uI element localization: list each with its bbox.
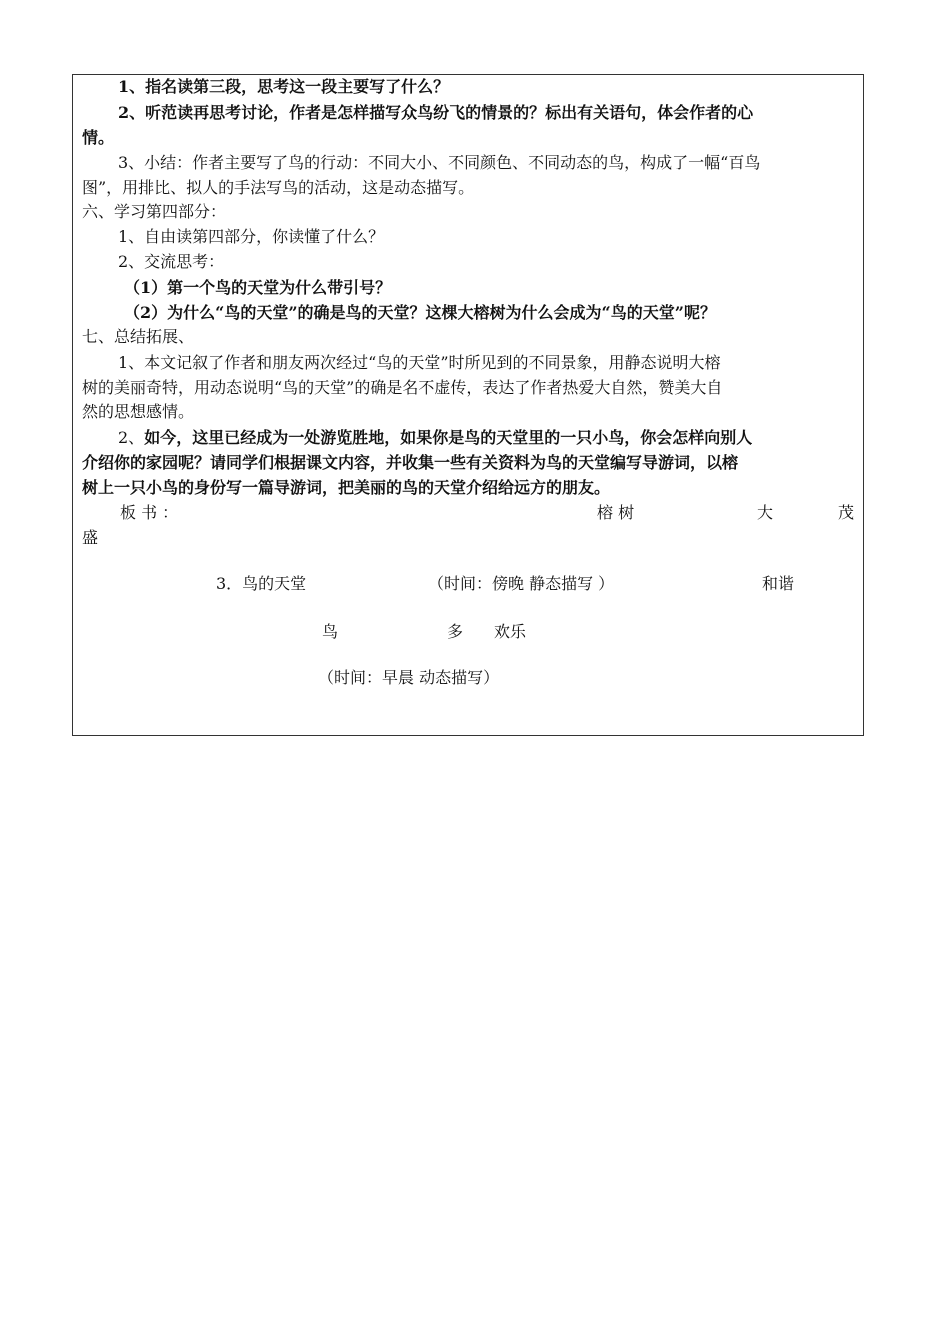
section-6-item-1: 1、自由读第四部分，你读懂了什么？ xyxy=(118,227,385,246)
board-mao: 茂 xyxy=(838,503,855,522)
step-1: 1、指名读第三段，思考这一段主要写了什么？ xyxy=(118,77,450,96)
section-7-heading: 七、总结拓展、 xyxy=(82,327,195,346)
board-hexie: 和谐 xyxy=(762,574,795,593)
board-label: 板 书 ： xyxy=(120,503,179,522)
board-niao: 鸟 xyxy=(322,622,339,641)
question-2: （2）为什么“鸟的天堂”的确是鸟的天堂？这棵大榕树为什么会成为“鸟的天堂”呢？ xyxy=(124,303,716,322)
conclusion-line-2: 树的美丽奇特，用动态说明“鸟的天堂”的确是名不虚传，表达了作者热爱大自然，赞美大自 xyxy=(82,378,723,397)
step-2-line-1: 2、听范读再思考讨论，作者是怎样描写众鸟纷飞的情景的？标出有关语句，体会作者的心 xyxy=(118,103,754,122)
conclusion-line-1: 1、本文记叙了作者和朋友两次经过“鸟的天堂”时所见到的不同景象，用静态说明大榕 xyxy=(118,353,721,372)
question-1: （1）第一个鸟的天堂为什么带引号？ xyxy=(124,278,392,297)
board-sheng: 盛 xyxy=(82,528,99,547)
board-huanle: 欢乐 xyxy=(494,622,527,641)
summary-line-1: 3、小结：作者主要写了鸟的行动：不同大小、不同颜色、不同动态的鸟，构成了一幅“百鸟 xyxy=(118,153,761,172)
step-2-line-2: 情。 xyxy=(82,128,115,147)
extension-prefix: 2、 xyxy=(118,428,145,447)
board-duo: 多 xyxy=(447,622,464,641)
board-morning: （时间：早晨 动态描写） xyxy=(318,668,500,687)
section-6-item-2: 2、交流思考： xyxy=(118,252,225,271)
board-evening: （时间：傍晚 静态描写 ） xyxy=(428,574,615,593)
extension-line-2: 介绍你的家园呢？请同学们根据课文内容，并收集一些有关资料为鸟的天堂编写导游词，以榕 xyxy=(82,453,739,472)
extension-line-1 xyxy=(82,426,894,450)
extension-line-3: 树上一只小鸟的身份写一篇导游词，把美丽的鸟的天堂介绍给远方的朋友。 xyxy=(82,478,611,497)
section-6-heading: 六、学习第四部分： xyxy=(82,202,227,221)
board-da: 大 xyxy=(757,503,774,522)
extension-text-1: 如今，这里已经成为一处游览胜地，如果你是鸟的天堂里的一只小鸟，你会怎样向别人 xyxy=(144,428,753,447)
conclusion-line-3: 然的思想感情。 xyxy=(82,402,195,421)
board-title: 3．鸟的天堂 xyxy=(216,574,307,593)
summary-line-2: 图”，用排比、拟人的手法写鸟的活动，这是动态描写。 xyxy=(82,178,475,197)
board-rongshu: 榕 树 xyxy=(597,503,635,522)
